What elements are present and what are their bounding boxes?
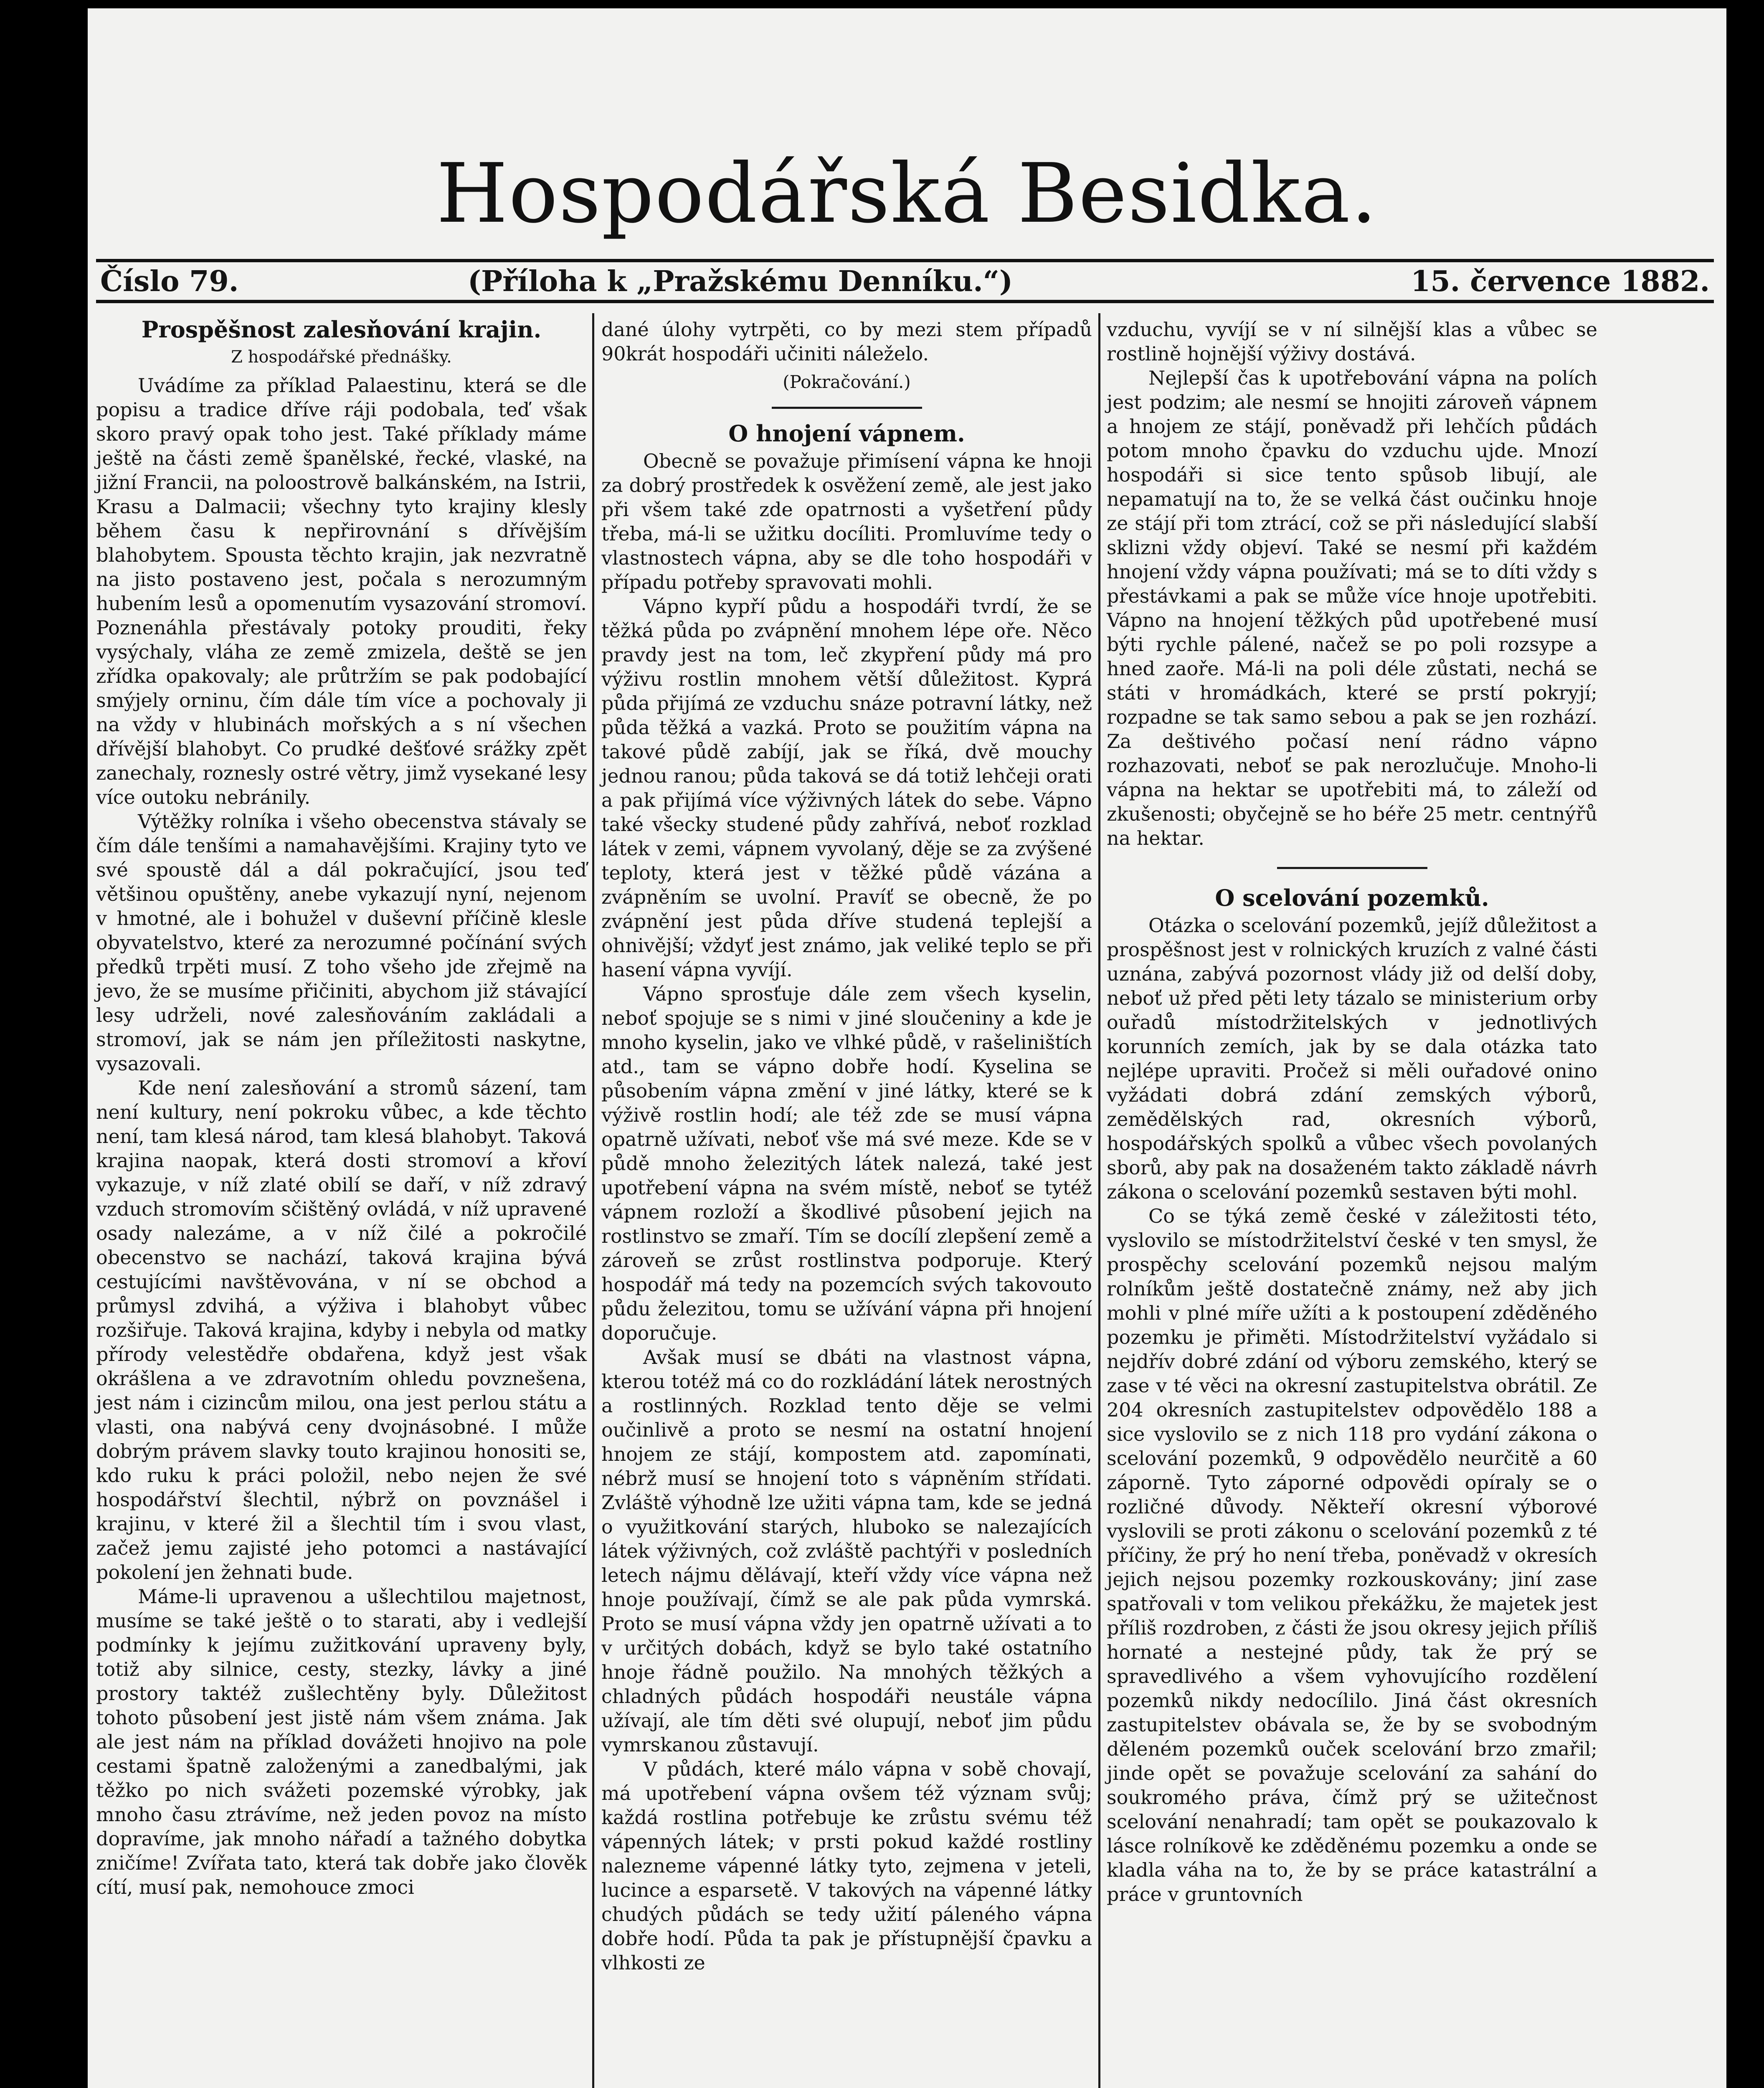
newspaper-page xyxy=(88,8,1726,2088)
column-divider xyxy=(1098,313,1100,2088)
article-paragraph: Otázka o scelování pozemků, jejíž důležitost a prospěšnost jest v rolnických kruzích z valné části uznána, zabývá pozornost vlády již od delší doby, neboť už před pěti lety tázalo se ministerium orby ouřadů místodržitelských v jednotlivých korunních zemích, jak by se dala otázka tato nejlépe upraviti. Pročež si měli ouřadové onino vyžádati dobrá zdání zemských výborů, zemědělských rad, okresních výborů, hospodářských spolků a vůbec všech povolaných sborů, aby pak na dosaženém takto základě návrh zákona o scelování pozemků sestaven býti mohl. xyxy=(1107,914,1597,1203)
issue-date: 15. července 1882. xyxy=(1411,265,1710,298)
article-continuation: vzduchu, vyvíjí se v ní silnější klas a vůbec se rostlině hojnější výživy dostává. xyxy=(1107,318,1597,365)
masthead-title: Hospodářská Besidka. xyxy=(436,146,1378,241)
article-title: O hnojení vápnem. xyxy=(728,420,965,447)
article-paragraph: Výtěžky rolníka i všeho obecenstva stávaly se čím dále tenšími a namahavějšími. Krajiny tyto ve své spoustě dál a dál pokračující, jsou teď většinou opuštěny, anebe vykazují nyní, nejenom v hmotné, ale i bohužel v duševní příčině klesle obyvatelstvo, které za nerozumné počínání svých předků trpěti musí. Z toho všeho jde zřejmě na jevo, že se musíme přičiniti, abychom již stávající lesy udrželi, nové zalesňováním zakládali a stromoví, jak se nám jen příležitosti naskytne, vysazovali. xyxy=(96,810,587,1075)
section-divider xyxy=(772,407,922,409)
continuation-note: (Pokračování.) xyxy=(783,372,911,392)
column-3 xyxy=(1107,317,1597,1906)
article-paragraph: Nejlepší čas k upotřebování vápna na polích jest podzim; ale nesmí se hnojiti zároveň vápnem a hnojem ze stájí, poněvadž při lehčích půdách potom mnoho čpavku do vzduchu ujde. Mnozí hospodáři si sice tento spůsob libují, ale nepamatují na to, že se velká část oučinku hnoje ze stájí při tom ztrácí, což se při následující slabší sklizni vždy objeví. Také se nesmí při každém hnojení vždy vápna používati; má se to díti vždy s přestávkami a pak se může více hnoje upotřebiti. Vápno na hnojení těžkých půd upotřebené musí býti rychle pálené, načež se po poli rozsype a hned zaoře. Má-li na poli déle zůstati, nechá se státi v hromádkách, které se prstí pokryjí; rozpadne se tak samo sebou a pak se jen rozhází. Za deštivého počasí není rádno vápno rozhazovati, neboť se pak nerozlučuje. Mnoho-li vápna na hektar se upotřebiti má, to záleží od zkušenosti; obyčejně se ho béře 25 metr. centnýřů na hektar. xyxy=(1107,367,1597,849)
article-paragraph: Máme-li upravenou a ušlechtilou majetnost, musíme se také ještě o to starati, aby i vedlejší podmínky k jejímu zužitkování upraveny byly, totiž aby silnice, cesty, stezky, lávky a jiné prostory taktéž zušlechtěny byly. Důležitost tohoto působení jest jistě nám všem známa. Jak ale jest nám na příklad dovážeti hnojivo na pole cestami špatně založenými a zanedbalými, jak těžko po nich svážeti pozemské výrobky, jak mnoho času ztrávíme, než jeden povoz na místo dopravíme, jak mnoho nářadí a tažného dobytka zničíme! Zvířata tato, která tak dobře jako člověk cítí, musí pak, nemohouce zmoci xyxy=(96,1585,587,1898)
column-1 xyxy=(96,317,587,1899)
column-divider xyxy=(592,313,594,2088)
article-paragraph: V půdách, které málo vápna v sobě chovají, má upotřebení vápna ovšem též význam svůj; každá rostlina potřebuje ke zrůstu svému též vápenných látek; v prsti pokud každé rostliny nalezneme vápenné látky tyto, zejmena v jeteli, lucince a esparsetě. V takových na vápenné látky chudých půdách se tedy užití páleného vápna dobře hodí. Půda ta pak je přístupnější čpavku a vlhkosti ze xyxy=(601,1758,1092,1974)
article-paragraph: Co se týká země české v záležitosti této, vyslovilo se místodržitelství české v ten smysl, že prospěchy scelování pozemků nejsou malým rolníkům ještě dostatečně známy, než aby jich mohli v plné míře užíti a k postoupení zděděného pozemku je přiměti. Místodržitelství vyžádalo si nejdřív dobré zdání od výboru zemského, který se zase v té věci na okresní zastupitelstva obrátil. Ze 204 okresních zastupitelstev odpovědělo 188 a sice vyslovilo se z nich 118 pro vydání zákona o scelování pozemků, 9 odpovědělo neurčitě a 60 záporně. Tyto záporné odpovědi opíraly se o rozličné důvody. Někteří okresní výborové vyslovili se proti zákonu o scelování pozemků z té příčiny, že prý ho není třeba, poněvadž v okresích jejich nejsou pozemky rozkouskovány; jiní zase spatřovali v tom velikou překážku, že majetek jest příliš rozdroben, z části že jsou okresy jejich příliš hornaté a nestejné půdy, tak že prý se spravedlivého a všem vyhovujícího rozdělení pozemků nikdy nedocílilo. Jiná část okresních zastupitelstev obávala se, že by se svobodným děleném pozemků ouček scelování brzo zmařil; jinde opět se považuje scelování za sahání do soukromého práva, čímž prý se užitečnost scelování nenahradí; tam opět se poukazovalo k lásce rolníkově ke zděděnému pozemku a onde se kladla váha na to, že by se práce katastrální a práce v gruntovních xyxy=(1107,1205,1597,1906)
article-paragraph: Obecně se považuje přimísení vápna ke hnoji za dobrý prostředek k osvěžení země, ale jest jako při všem také zde opatrnosti a vyšetření půdy třeba, má-li se užitku docíliti. Promluvíme tedy o vlastnostech vápna, aby se dle toho hospodáři v případu potřeby spravovati mohli. xyxy=(601,450,1092,593)
issue-number: Číslo 79. xyxy=(100,265,239,298)
supplement-note: (Příloha k „Pražskému Denníku.“) xyxy=(468,265,1013,298)
masthead-subheader xyxy=(96,259,1714,303)
article-title: O scelování pozemků. xyxy=(1215,884,1489,911)
article-title: Prospěšnost zalesňování krajin. xyxy=(141,316,542,343)
article-paragraph: Uvádíme za příklad Palaestinu, která se dle popisu a tradice dříve ráji podobala, teď však skoro pravý opak toho jest. Také příklady máme ještě na části země španělské, řecké, vlaské, na jižní Francii, na poloostrově balkánském, na Istrii, Krasu a Dalmacii; všechny tyto krajiny klesly během času k nepřirovnání s dřívějším blahobytem. Spousta těchto krajin, jak nezvratně na jisto postaveno jest, počala s nerozumným hubením lesů a opomenutím vysazování stromoví. Poznenáhla přestávaly potoky prouditi, řeky vysýchaly, vláha ze země zmizela, deště se jen zřídka opakovaly; ale průtržím se pak podobající smýjely orninu, čím dále tím více a pochovaly ji na vždy v hlubinách mořských a s ní všechen dřívější blahobyt. Co prudké dešťové srážky zpět zanechaly, roznesly ostré větry, jimž vysekané lesy více outoku nebránily. xyxy=(96,374,587,808)
article-byline: Z hospodářské přednášky. xyxy=(231,347,452,367)
article-paragraph: Vápno sprosťuje dále zem všech kyselin, neboť spojuje se s nimi v jiné sloučeniny a kde je mnoho kyselin, jako ve vlhké půdě, v rašeliništích atd., tam se vápno dobře hodí. Kyselina se působením vápna změní v jiné látky, které se k výživě rostlin hodí; ale též zde se musí vápna opatrně užívati, neboť vše má své meze. Kde se v půdě mnoho železitých látek nalezá, také jest upotřebení vápna na svém místě, neboť se tytéž vápnem rozloží a škodlivé působení jejich na rostlinstvo se zmaří. Tím se docílí zlepšení země a zároveň se zrůst rostlinstva podporuje. Který hospodář má tedy na pozemcích svých takovouto půdu železitou, tomu se užívání vápna při hnojení doporučuje. xyxy=(601,983,1092,1344)
article-paragraph: Kde není zalesňování a stromů sázení, tam není kultury, není pokroku vůbec, a kde těchto není, tam klesá národ, tam klesá blahobyt. Taková krajina naopak, která dosti stromoví a křoví vykazuje, v níž zlaté obilí se daří, v níž zdravý vzduch stromovím sčištěný ovládá, v níž upravené osady nalezáme, a v níž čilé a pokročilé obecenstvo se nachází, taková krajina bývá cestujícími navštěvována, v ní se obchod a průmysl zdvihá, a výživa i blahobyt vůbec rozšiřuje. Taková krajina, kdyby i nebyla od matky přírody velestědře obdařena, když jest však okrášlena a ve zdravotním ohledu povznešena, jest nám i cizincům milou, ona jest perlou státu a vlasti, ona nabývá ceny dvojnásobné. I může dobrým právem slavky touto krajinou honositi se, kdo ruku k práci položil, nebo nejen že své hospodářství šlechtil, nýbrž on povznášel i krajinu, v které žil a šlechtil tím i svou vlast, začež jemu zajisté jeho potomci a nastávající pokolení jen žehnati bude. xyxy=(96,1077,587,1584)
article-paragraph: Avšak musí se dbáti na vlastnost vápna, kterou totéž má co do rozkládání látek nerostných a rostlinných. Rozklad tento děje se velmi oučinlivě a proto se nesmí na ostatní hnojení hnojem ze stájí, kompostem atd. zapomínati, nébrž musí se hnojení toto s vápněním střídati. Zvláště výhodně lze užiti vápna tam, kde se jedná o využitkování starých, hluboko se nalezajících látek výživných, což zvláště pachtýři v posledních letech nájmu dělávají, kteří vždy více vápna než hnoje používají, čímž se ale pak půda vymrská. Proto se musí vápna vždy jen opatrně užívati a to v určitých dobách, když se bylo také ostatního hnoje řádně použilo. Na mnohých těžkých a chladných půdách hospodáři neustále vápna užívají, ale tím děti své olupují, neboť jim půdu vymrskanou zůstavují. xyxy=(601,1346,1092,1756)
section-divider xyxy=(1277,867,1427,869)
article-continuation: dané úlohy vytrpěti, co by mezi stem případů 90krát hospodáři učiniti náleželo. xyxy=(601,318,1092,365)
article-paragraph: Vápno kypří půdu a hospodáři tvrdí, že se těžká půda po zvápnění mnohem lépe oře. Něco pravdy jest na tom, leč zkypření půdy má pro výživu rostlin mnohem větší důležitost. Kyprá půda přijímá ze vzduchu snáze potravní látky, než půda těžká a vazká. Proto se použitím vápna na takové půdě zabíjí, jak se říká, dvě mouchy jednou ranou; půda taková se dá totiž lehčeji orati a pak přijímá více výživných látek do sebe. Vápno také všecky studené půdy zahřívá, neboť rozklad látek v zemi, vápnem vyvolaný, děje se za zvýšené teploty, která jest v těžké půdě vázána a zvápněním se uvolní. Pravíť se obecně, že po zvápnění jest půda dříve studená teplejší a ohnivější; vždyť jest známo, jak veliké teplo se při hasení vápna vyvíjí. xyxy=(601,595,1092,981)
column-2 xyxy=(601,317,1092,1975)
